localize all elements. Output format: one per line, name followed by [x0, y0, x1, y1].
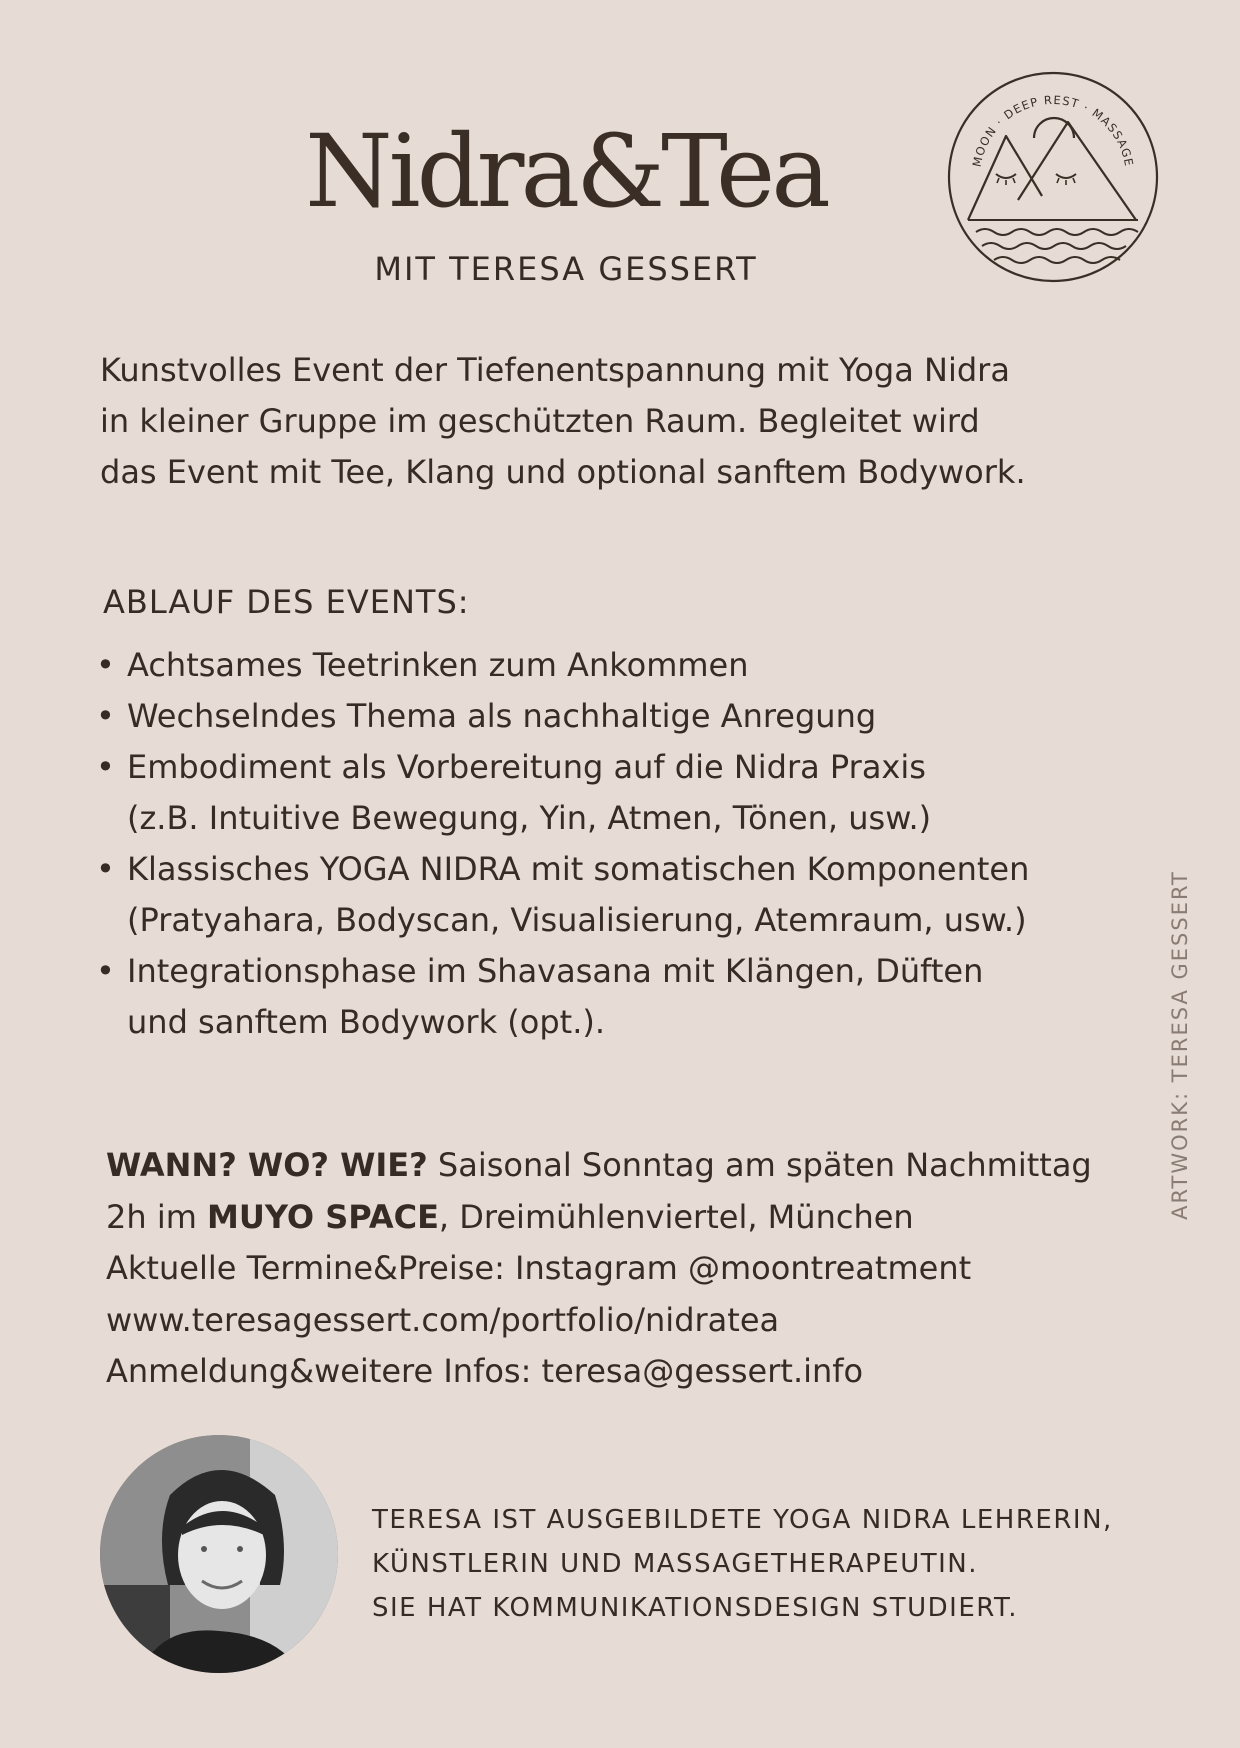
agenda-list: [96, 640, 1096, 1048]
agenda-item: • Achtsames Teetrinken zum Ankommen: [96, 640, 1096, 691]
agenda-item: • Integrationsphase im Shavasana mit Klängen, Düften und sanftem Bodywork (opt.).: [96, 946, 1096, 1048]
agenda-item: • Wechselndes Thema als nachhaltige Anregung: [96, 691, 1096, 742]
page-title: Nidra&Tea: [305, 113, 827, 230]
teresa-portrait-photo: [100, 1435, 338, 1673]
info-line-website: www.teresagessert.com/portfolio/nidratea: [106, 1300, 780, 1339]
intro-paragraph: [100, 345, 1080, 498]
intro-line: das Event mit Tee, Klang und optional sanftem Bodywork.: [100, 453, 1026, 491]
bio-line: SIE HAT KOMMUNIKATIONSDESIGN STUDIERT.: [372, 1593, 1019, 1623]
info-line-where: 2h im MUYO SPACE, Dreimühlenviertel, München: [106, 1197, 914, 1236]
info-line-when: WANN? WO? WIE? Saisonal Sonntag am späten Nachmittag: [106, 1146, 1092, 1184]
intro-line: in kleiner Gruppe im geschützten Raum. Begleitet wird: [100, 402, 980, 440]
bio-text: [372, 1498, 1113, 1630]
moon-deep-rest-massage-logo: [946, 70, 1160, 284]
agenda-heading: ABLAUF DES EVENTS:: [103, 583, 470, 621]
svg-text:MOON · DEEP REST · MASSAGE: MOON · DEEP REST · MASSAGE: [969, 92, 1137, 169]
agenda-item: • Embodiment als Vorbereitung auf die Nidra Praxis (z.B. Intuitive Bewegung, Yin, Atmen, Tönen, usw.): [96, 742, 1096, 844]
bio-line: TERESA IST AUSGEBILDETE YOGA NIDRA LEHRERIN,: [372, 1505, 1113, 1535]
artwork-credit: ARTWORK: TERESA GESSERT: [1168, 870, 1192, 1220]
intro-line: Kunstvolles Event der Tiefenentspannung mit Yoga Nidra: [100, 351, 1010, 389]
agenda-item: • Klassisches YOGA NIDRA mit somatischen Komponenten (Pratyahara, Bodyscan, Visualisierung, Atemraum, usw.): [96, 844, 1096, 946]
info-line-instagram: Aktuelle Termine&Preise: Instagram @moontreatment: [106, 1249, 972, 1287]
page-subtitle: MIT TERESA GESSERT: [374, 250, 758, 288]
event-info: [106, 1140, 1092, 1398]
info-line-contact: Anmeldung&weitere Infos: teresa@gessert.info: [106, 1352, 864, 1390]
bio-line: KÜNSTLERIN UND MASSAGETHERAPEUTIN.: [372, 1549, 979, 1579]
